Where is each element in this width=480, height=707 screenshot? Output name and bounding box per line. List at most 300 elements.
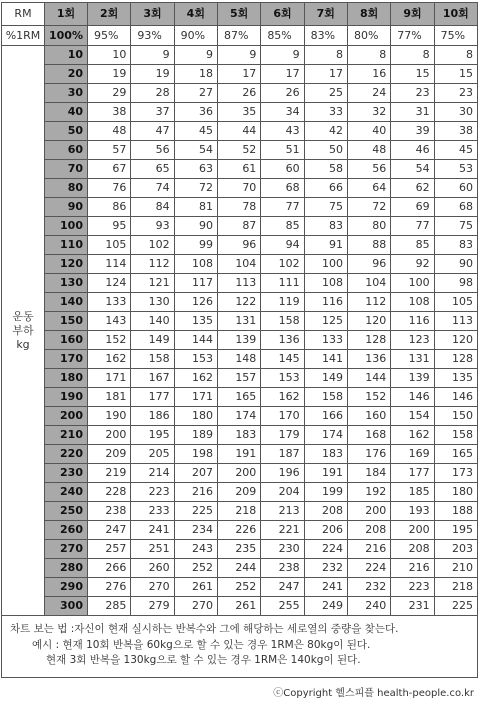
rm-value-cell: 247 [88,521,131,540]
rm-value-cell: 81 [174,198,217,217]
table-row [2,84,478,103]
rm-value-cell: 102 [131,236,174,255]
rm-value-cell: 240 [347,597,390,616]
rm-value-cell: 8 [434,46,477,65]
table-row [2,350,478,369]
rm-value-cell: 209 [217,483,260,502]
rm-value-cell: 270 [174,597,217,616]
percent-value: 87% [217,26,260,46]
rm-value-cell: 266 [88,559,131,578]
rm-value-cell: 208 [391,540,434,559]
rm-value-cell: 162 [391,426,434,445]
rm-value-cell: 219 [88,464,131,483]
table-row [2,426,478,445]
rm-value-cell: 50 [304,141,347,160]
rep-header: 3회 [131,3,174,26]
rm-value-cell: 234 [174,521,217,540]
rm-value-cell: 8 [347,46,390,65]
rm-value-cell: 99 [174,236,217,255]
rm-value-cell: 152 [88,331,131,350]
rm-value-cell: 158 [434,426,477,445]
rep-header: 2회 [88,3,131,26]
rm-value-cell: 77 [261,198,304,217]
rm-value-cell: 146 [434,388,477,407]
rm-value-cell: 226 [217,521,260,540]
rm-value-cell: 171 [88,369,131,388]
rm-value-cell: 158 [261,312,304,331]
rm-value-cell: 62 [391,179,434,198]
table-row [2,179,478,198]
rm-value-cell: 261 [217,597,260,616]
rm-value-cell: 84 [131,198,174,217]
rm-value-cell: 238 [88,502,131,521]
rm-value-cell: 208 [347,521,390,540]
rm-value-cell: 225 [434,597,477,616]
rm-value-cell: 33 [304,103,347,122]
percent-value: 100% [45,26,88,46]
table-row [2,122,478,141]
rm-value-cell: 126 [174,293,217,312]
rm-value-cell: 113 [434,312,477,331]
rm-value-cell: 18 [174,65,217,84]
rm-value-cell: 183 [217,426,260,445]
rm-value-cell: 232 [304,559,347,578]
rm-value-cell: 96 [347,255,390,274]
rm-value-cell: 116 [391,312,434,331]
rm-value-cell: 158 [131,350,174,369]
rm-value-cell: 117 [174,274,217,293]
rm-value-cell: 223 [391,578,434,597]
rm-value-cell: 86 [88,198,131,217]
rm-value-cell: 136 [261,331,304,350]
rm-value-cell: 223 [131,483,174,502]
rm-value-cell: 252 [217,578,260,597]
load-kg-cell: 40 [45,103,88,122]
rm-value-cell: 140 [131,312,174,331]
rm-value-cell: 66 [304,179,347,198]
rm-value-cell: 185 [391,483,434,502]
rm-value-cell: 83 [304,217,347,236]
rm-value-cell: 208 [304,502,347,521]
rm-value-cell: 114 [88,255,131,274]
rm-value-cell: 19 [131,65,174,84]
rm-value-cell: 77 [391,217,434,236]
rm-value-cell: 143 [88,312,131,331]
table-row [2,597,478,616]
rm-value-cell: 37 [131,103,174,122]
table-row [2,141,478,160]
rm-chart [1,2,478,699]
rm-value-cell: 27 [174,84,217,103]
rm-value-cell: 116 [304,293,347,312]
rm-value-cell: 133 [304,331,347,350]
load-kg-cell: 120 [45,255,88,274]
rm-value-cell: 221 [261,521,304,540]
rm-value-cell: 100 [391,274,434,293]
rm-value-cell: 63 [174,160,217,179]
rm-value-cell: 257 [88,540,131,559]
rm-value-cell: 44 [217,122,260,141]
rm-value-cell: 35 [217,103,260,122]
rm-value-cell: 200 [88,426,131,445]
rm-value-cell: 45 [434,141,477,160]
rm-value-cell: 26 [217,84,260,103]
rm-value-cell: 9 [131,46,174,65]
rm-value-cell: 195 [131,426,174,445]
rm-value-cell: 121 [131,274,174,293]
rm-value-cell: 195 [434,521,477,540]
rm-value-cell: 74 [131,179,174,198]
footer-howto: 차트 보는 법 :자신이 현재 실시하는 반복수와 그에 해당하는 세로열의 중량을 찾는다. [10,623,399,635]
load-kg-cell: 290 [45,578,88,597]
rm-value-cell: 168 [347,426,390,445]
copyright-text: ⓒCopyright 헬스피플 health-people.co.kr [273,688,474,699]
rm-value-cell: 90 [174,217,217,236]
rm-value-cell: 78 [217,198,260,217]
rm-value-cell: 25 [304,84,347,103]
rm-value-cell: 32 [347,103,390,122]
table-row [2,46,478,65]
load-kg-cell: 260 [45,521,88,540]
rm-value-cell: 171 [174,388,217,407]
load-kg-cell: 250 [45,502,88,521]
rm-value-cell: 43 [261,122,304,141]
rm-value-cell: 120 [347,312,390,331]
table-row [2,502,478,521]
rm-value-cell: 144 [347,369,390,388]
rm-value-cell: 87 [217,217,260,236]
table-row [2,236,478,255]
rm-value-cell: 181 [88,388,131,407]
percent-value: 90% [174,26,217,46]
rm-value-cell: 205 [131,445,174,464]
rm-value-cell: 200 [347,502,390,521]
rm-value-cell: 131 [217,312,260,331]
percent-value: 75% [434,26,477,46]
rm-value-cell: 47 [131,122,174,141]
rm-label: RM [2,3,45,26]
load-kg-cell: 100 [45,217,88,236]
table-row [2,464,478,483]
rm-value-cell: 56 [347,160,390,179]
table-row [2,217,478,236]
rm-value-cell: 270 [131,578,174,597]
rm-value-cell: 177 [391,464,434,483]
rm-value-cell: 165 [217,388,260,407]
table-row [2,388,478,407]
rm-value-cell: 241 [304,578,347,597]
rm-value-cell: 206 [304,521,347,540]
percent-value: 93% [131,26,174,46]
rm-value-cell: 128 [347,331,390,350]
rm-value-cell: 91 [304,236,347,255]
load-kg-cell: 150 [45,312,88,331]
percent-value: 83% [304,26,347,46]
rm-value-cell: 60 [261,160,304,179]
rm-value-cell: 190 [88,407,131,426]
rm-value-cell: 15 [434,65,477,84]
load-kg-cell: 90 [45,198,88,217]
rm-value-cell: 251 [131,540,174,559]
load-kg-cell: 300 [45,597,88,616]
rm-value-cell: 53 [434,160,477,179]
rm-value-cell: 183 [304,445,347,464]
percent-row [2,26,478,46]
rm-value-cell: 225 [174,502,217,521]
rm-value-cell: 173 [434,464,477,483]
rm-value-cell: 94 [261,236,304,255]
rm-value-cell: 136 [347,350,390,369]
rm-value-cell: 216 [391,559,434,578]
rm-value-cell: 30 [434,103,477,122]
rm-value-cell: 153 [261,369,304,388]
rm-value-cell: 241 [131,521,174,540]
rm-value-cell: 150 [434,407,477,426]
rm-value-cell: 23 [391,84,434,103]
rm-value-cell: 85 [391,236,434,255]
rm-value-cell: 148 [217,350,260,369]
rm-value-cell: 170 [261,407,304,426]
rm-value-cell: 260 [131,559,174,578]
rm-value-cell: 19 [88,65,131,84]
rm-value-cell: 231 [391,597,434,616]
rm-value-cell: 169 [391,445,434,464]
rm-value-cell: 180 [174,407,217,426]
rm-value-cell: 15 [391,65,434,84]
rep-header: 7회 [304,3,347,26]
load-kg-label: 운동 부하 kg [2,46,45,616]
load-kg-cell: 230 [45,464,88,483]
rm-value-cell: 180 [434,483,477,502]
rep-header: 6회 [261,3,304,26]
rep-header: 4회 [174,3,217,26]
rm-value-cell: 119 [261,293,304,312]
rm-value-cell: 67 [88,160,131,179]
rm-value-cell: 100 [304,255,347,274]
rm-value-cell: 184 [347,464,390,483]
rm-value-cell: 179 [261,426,304,445]
load-kg-cell: 180 [45,369,88,388]
rm-value-cell: 45 [174,122,217,141]
rm-value-cell: 125 [304,312,347,331]
rm-value-cell: 224 [347,559,390,578]
rm-value-cell: 23 [434,84,477,103]
load-kg-cell: 210 [45,426,88,445]
rm-value-cell: 105 [434,293,477,312]
rm-value-cell: 52 [217,141,260,160]
rm-value-cell: 135 [174,312,217,331]
rm-value-cell: 24 [347,84,390,103]
rm-value-cell: 152 [347,388,390,407]
percent-value: 77% [391,26,434,46]
footer-example-1: 예시 : 현재 10회 반복을 60kg으로 할 수 있는 경우 1RM은 80kg이 된다. [32,638,371,651]
rm-value-cell: 192 [347,483,390,502]
table-row [2,293,478,312]
rm-value-cell: 285 [88,597,131,616]
rm-value-cell: 90 [434,255,477,274]
rm-value-cell: 51 [261,141,304,160]
load-kg-cell: 50 [45,122,88,141]
rm-value-cell: 68 [434,198,477,217]
rm-value-cell: 131 [391,350,434,369]
percent-value: 95% [88,26,131,46]
rep-header: 1회 [45,3,88,26]
rep-header: 5회 [217,3,260,26]
load-kg-cell: 170 [45,350,88,369]
rm-value-cell: 36 [174,103,217,122]
rm-value-cell: 102 [261,255,304,274]
rm-value-cell: 93 [131,217,174,236]
rm-value-cell: 38 [88,103,131,122]
rm-value-cell: 214 [131,464,174,483]
table-row [2,331,478,350]
rm-value-cell: 123 [391,331,434,350]
rm-value-cell: 112 [131,255,174,274]
rm-value-cell: 104 [217,255,260,274]
table-row [2,540,478,559]
rm-value-cell: 167 [131,369,174,388]
load-kg-cell: 240 [45,483,88,502]
rm-value-cell: 104 [347,274,390,293]
rm-value-cell: 144 [174,331,217,350]
load-kg-cell: 270 [45,540,88,559]
rm-value-cell: 162 [174,369,217,388]
rep-header: 8회 [347,3,390,26]
rm-value-cell: 146 [391,388,434,407]
rm-value-cell: 40 [347,122,390,141]
rm-value-cell: 158 [304,388,347,407]
table-row [2,255,478,274]
rm-value-cell: 29 [88,84,131,103]
footer-example-2: 현재 3회 반복을 130kg으로 할 수 있는 경우 1RM은 140kg이 된다. [46,654,361,666]
rm-value-cell: 128 [434,350,477,369]
rm-value-cell: 34 [261,103,304,122]
load-kg-cell: 140 [45,293,88,312]
rm-value-cell: 209 [88,445,131,464]
rm-value-cell: 191 [217,445,260,464]
rm-value-cell: 174 [217,407,260,426]
rm-value-cell: 198 [174,445,217,464]
rm-value-cell: 188 [434,502,477,521]
rm-value-cell: 111 [261,274,304,293]
rm-value-cell: 233 [131,502,174,521]
load-kg-cell: 80 [45,179,88,198]
table-row [2,65,478,84]
load-kg-cell: 280 [45,559,88,578]
rm-value-cell: 252 [174,559,217,578]
rm-value-cell: 199 [304,483,347,502]
table-row [2,559,478,578]
rm-value-cell: 235 [217,540,260,559]
rm-value-cell: 28 [131,84,174,103]
rm-value-cell: 139 [391,369,434,388]
rm-value-cell: 68 [261,179,304,198]
rm-value-cell: 243 [174,540,217,559]
rm-value-cell: 279 [131,597,174,616]
rm-value-cell: 48 [347,141,390,160]
rm-value-cell: 216 [174,483,217,502]
rm-value-cell: 139 [217,331,260,350]
rm-value-cell: 249 [304,597,347,616]
rm-value-cell: 56 [131,141,174,160]
table-row [2,312,478,331]
rm-value-cell: 162 [261,388,304,407]
rm-value-cell: 65 [131,160,174,179]
rm-value-cell: 124 [88,274,131,293]
rm-value-cell: 46 [391,141,434,160]
rm-value-cell: 10 [88,46,131,65]
rm-value-cell: 64 [347,179,390,198]
rm-value-cell: 261 [174,578,217,597]
rm-value-cell: 230 [261,540,304,559]
table-row [2,103,478,122]
load-kg-cell: 160 [45,331,88,350]
rm-value-cell: 210 [434,559,477,578]
rm-value-cell: 108 [304,274,347,293]
rm-value-cell: 61 [217,160,260,179]
rm-value-cell: 54 [174,141,217,160]
percent-label: %1RM [2,26,45,46]
rm-value-cell: 189 [174,426,217,445]
rm-value-cell: 57 [88,141,131,160]
rm-value-cell: 26 [261,84,304,103]
rm-value-cell: 120 [434,331,477,350]
table-row [2,274,478,293]
table-row [2,578,478,597]
rm-value-cell: 149 [304,369,347,388]
rm-value-cell: 95 [88,217,131,236]
rm-value-cell: 31 [391,103,434,122]
rm-value-cell: 88 [347,236,390,255]
table-row [2,160,478,179]
table-row [2,369,478,388]
rm-value-cell: 17 [261,65,304,84]
rm-value-cell: 133 [88,293,131,312]
rm-value-cell: 276 [88,578,131,597]
load-kg-cell: 70 [45,160,88,179]
rep-header: 10회 [434,3,477,26]
rep-header: 9회 [391,3,434,26]
rm-value-cell: 213 [261,502,304,521]
load-kg-cell: 200 [45,407,88,426]
rm-value-cell: 9 [174,46,217,65]
rm-value-cell: 196 [261,464,304,483]
rm-value-cell: 16 [347,65,390,84]
rm-value-cell: 42 [304,122,347,141]
rm-value-cell: 200 [391,521,434,540]
rm-value-cell: 186 [131,407,174,426]
rm-value-cell: 228 [88,483,131,502]
rm-value-cell: 69 [391,198,434,217]
table-row [2,483,478,502]
table-row [2,445,478,464]
rm-value-cell: 72 [174,179,217,198]
rm-value-cell: 54 [391,160,434,179]
rm-value-cell: 8 [391,46,434,65]
rm-value-cell: 160 [347,407,390,426]
rm-value-cell: 60 [434,179,477,198]
rm-value-cell: 17 [304,65,347,84]
load-kg-cell: 10 [45,46,88,65]
rm-value-cell: 187 [261,445,304,464]
rm-value-cell: 218 [217,502,260,521]
header-row [2,3,478,26]
rm-value-cell: 39 [391,122,434,141]
rm-value-cell: 157 [217,369,260,388]
rm-value-cell: 76 [88,179,131,198]
rm-value-cell: 122 [217,293,260,312]
rm-value-cell: 165 [434,445,477,464]
